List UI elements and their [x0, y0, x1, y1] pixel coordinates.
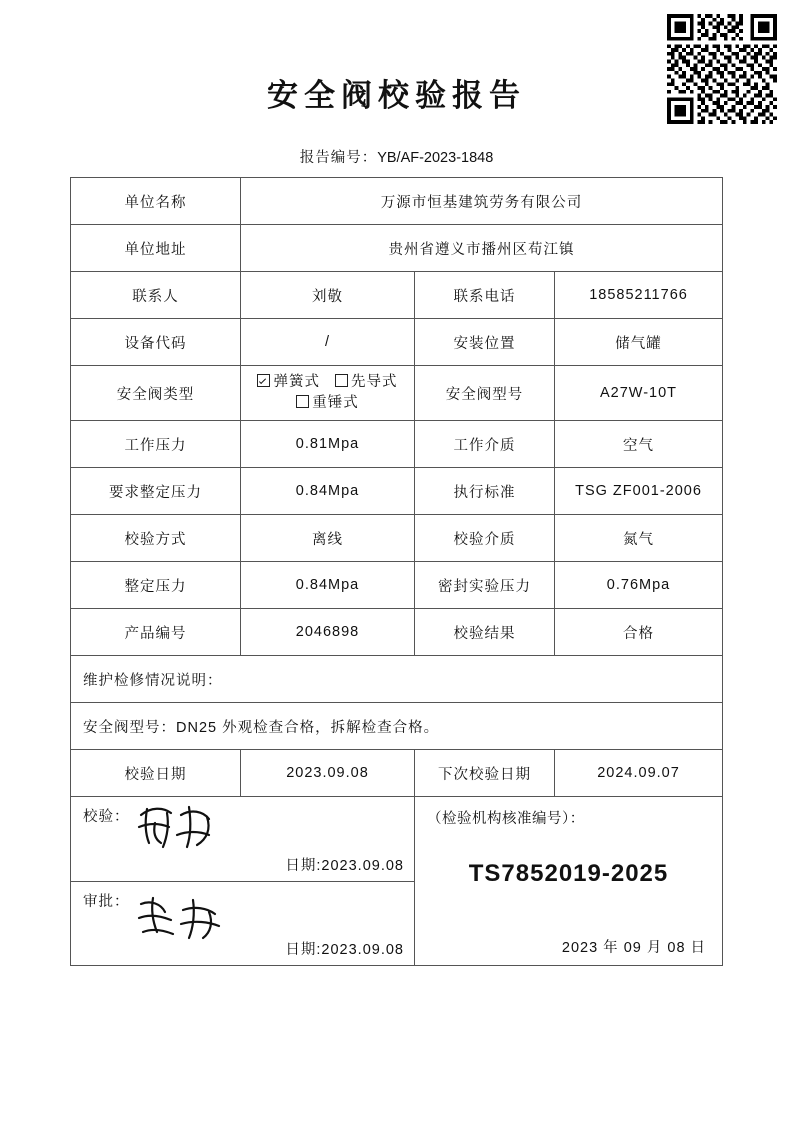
table-row — [71, 515, 723, 562]
unit-name-label: 单位名称 — [71, 178, 241, 225]
next-check-date-label: 下次校验日期 — [415, 750, 555, 797]
maintenance-label: 维护检修情况说明： — [71, 656, 723, 703]
valve-model-label: 安全阀型号 — [415, 366, 555, 421]
work-pressure-label: 工作压力 — [71, 421, 241, 468]
medium-value: 空气 — [555, 421, 723, 468]
table-row — [71, 703, 723, 750]
table-row — [71, 797, 723, 882]
checker-label: 校验： — [83, 809, 130, 825]
table-row — [71, 656, 723, 703]
check-medium-label: 校验介质 — [415, 515, 555, 562]
seal-pressure-value: 0.76Mpa — [555, 562, 723, 609]
set-pressure-label: 整定压力 — [71, 562, 241, 609]
product-number-label: 产品编号 — [71, 609, 241, 656]
contact-value: 刘敬 — [241, 272, 415, 319]
table-row — [71, 319, 723, 366]
valve-type-option-0-label: 弹簧式 — [273, 373, 320, 390]
check-medium-value: 氮气 — [555, 515, 723, 562]
checkbox-spring-type[interactable] — [257, 374, 270, 387]
table-row — [71, 272, 723, 319]
approver-label: 审批： — [83, 893, 130, 910]
table-row — [71, 562, 723, 609]
unit-address-value: 贵州省遵义市播州区苟江镇 — [241, 225, 723, 272]
table-row — [71, 366, 723, 421]
table-row — [71, 468, 723, 515]
valve-type-option-1-label: 先导式 — [351, 373, 398, 390]
report-number-value: YB/AF-2023-1848 — [377, 150, 494, 166]
contact-label: 联系人 — [71, 272, 241, 319]
approver-signature-cell — [71, 881, 415, 966]
unit-address-label: 单位地址 — [71, 225, 241, 272]
check-date-label: 校验日期 — [71, 750, 241, 797]
table-row — [71, 178, 723, 225]
approver-signature-icon — [131, 888, 241, 950]
org-label: （检验机构核准编号）： — [427, 811, 585, 827]
install-position-value: 储气罐 — [555, 319, 723, 366]
install-position-label: 安装位置 — [415, 319, 555, 366]
device-code-label: 设备代码 — [71, 319, 241, 366]
table-row — [71, 750, 723, 797]
check-method-label: 校验方式 — [71, 515, 241, 562]
check-date-value: 2023.09.08 — [241, 750, 415, 797]
maintenance-text: 安全阀型号：DN25 外观检查合格，拆解检查合格。 — [71, 703, 723, 750]
org-date: 2023 年 09 月 08 日 — [561, 940, 707, 956]
standard-value: TSG ZF001-2006 — [555, 468, 723, 515]
product-number-value: 2046898 — [241, 609, 415, 656]
table-row — [71, 225, 723, 272]
medium-label: 工作介质 — [415, 421, 555, 468]
phone-value: 18585211766 — [555, 272, 723, 319]
checkbox-weight-type[interactable] — [296, 395, 309, 408]
standard-label: 执行标准 — [415, 468, 555, 515]
seal-pressure-label: 密封实验压力 — [415, 562, 555, 609]
valve-type-option-2-label: 重锤式 — [312, 395, 359, 411]
checker-signature-icon — [133, 795, 243, 857]
org-code: TS7852019-2025 — [468, 860, 669, 887]
table-row — [71, 421, 723, 468]
required-set-pressure-value: 0.84Mpa — [241, 468, 415, 515]
phone-label: 联系电话 — [415, 272, 555, 319]
checker-date: 日期:2023.09.08 — [285, 857, 404, 874]
report-number-label: 报告编号： — [299, 150, 378, 166]
check-method-value: 离线 — [241, 515, 415, 562]
valve-type-label: 安全阀类型 — [71, 366, 241, 421]
work-pressure-value: 0.81Mpa — [241, 421, 415, 468]
valve-type-options — [241, 366, 415, 421]
approver-date: 日期:2023.09.08 — [285, 942, 404, 958]
set-pressure-value: 0.84Mpa — [241, 562, 415, 609]
valve-model-value: A27W-10T — [555, 366, 723, 421]
table-row — [71, 609, 723, 656]
device-code-value: / — [241, 319, 415, 366]
report-table — [70, 177, 723, 966]
page-title: 安全阀校验报告 — [267, 78, 526, 113]
required-set-pressure-label: 要求整定压力 — [71, 468, 241, 515]
checker-signature-cell — [71, 797, 415, 882]
report-number — [0, 146, 793, 167]
checkbox-pilot-type[interactable] — [335, 374, 348, 387]
org-approval-cell — [415, 797, 723, 966]
next-check-date-value: 2024.09.07 — [555, 750, 723, 797]
result-label: 校验结果 — [415, 609, 555, 656]
unit-name-value: 万源市恒基建筑劳务有限公司 — [241, 178, 723, 225]
result-value: 合格 — [555, 609, 723, 656]
